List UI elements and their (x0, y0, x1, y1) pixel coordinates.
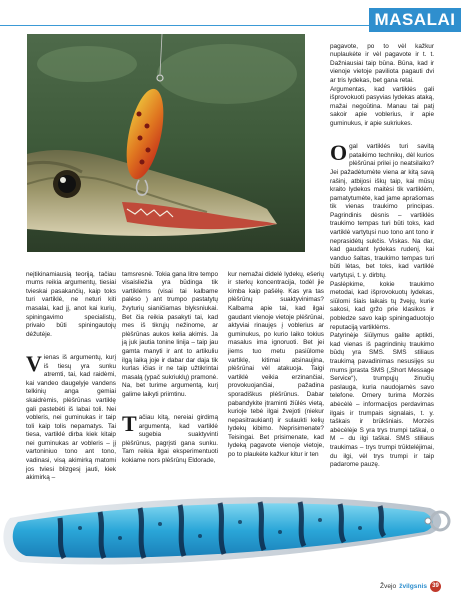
column-1-paragraph (26, 350, 116, 483)
column-4-body-2: gal vartiklės turi savitą pataikimo technikų, dėl kurios plėšrūnai prilei jo neatsilaiko? Jei pažadėtumėte viena ar kitą savą rašinį, atbijosi iškų taip, kai mūsų kraito lydekos maitėsi tik vartiklėm, pamatytumėte, kad jame aprašomas tik vienas traukimo principas. Pagrindinis dėsnis – vartiklės traukimo tempas turi būti toks, kad vartiklė vartytųsi nuo tono ant tono ir neprasidėtų sukčis. Viskas. Na dar, kad gaudant lydekas rudenį, kai vanduo šaltas, traukimo tempas turi būti lėtas, bet toks, kad vartiklė vartytųsi, t. y. dirbtų. Paslėpkime, kokie traukimo metodai, kad išprovokuotų lydekas, siūlomi šiais laikais tų žvejų, kurie sakosi, kad gržo prie klasikos ir pobledze savo kaip spiningaduotojo reputaciją vartiklėms. Patyrinėje šiūlymus galite aptikti, kad vienas iš pagrindinių traukimo būdų yra SMS. SMS stiliaus traukimą pavadinimas nesusijęs su mums įprasta SMS („Short Message Service“), trumpųjų žinučių paslauga, kuria naudojamės savo telefone. Ornery turima Morzės abėcėlė – informacijos perdavimas ilgais ir trumpais signalais, t. y. taškais ir brūkšniais. Morzės abėcėlėje S yra trys trumpi taškai, o M – du ilgi taškai. SMS stiliaus traukimas – trys trumpi trūktelėjimai, du ilgi, vėl trys trumpi ir taip padarome pauzę. (330, 143, 434, 469)
text-column-1 (26, 262, 116, 491)
section-title: MASALAI (369, 8, 461, 32)
text-column-3 (228, 262, 324, 468)
column-1-intro: neįtikinamiausią teoriją, tačiau mums reikia argumentų, tiesiai tvieskai pasakančių, kaip toks turi vartiklė, ne neturi kiti masalai, kad jį, anot kai kurių, spiningavimo specialistų, privalo būti spiningautojų dėžutėje. (26, 270, 116, 338)
spoon-lure-image (0, 478, 461, 588)
text-column-4 (330, 34, 434, 478)
footer-label: Žvejo (380, 583, 397, 590)
column-2-body-2: ačiau kitą, nereiai girdimą argumentą, kad vartiklė sugebia suaktyvinti plėšrūnus, pagrįsti gana sunku. Tam reikia ilgai eksperimentuoti kokiame nors plėšrūnų Eldorade, (122, 414, 218, 465)
column-3-body: kur nemažai didelė lydekų, ešerių ir sterkų koncentracija, todėl jie kimba kaip pašėlę. Kas yra tas plėšrūnų suaktyvinimas? Kalbama apie tai, kad ilgai gaudant vienoje vietoje plėšrūnai, aktyviai rinaujęs į voblerius ar guminukus, po kurio laiko tokius masalus ima ignoruoti. Bet jei jiems tuo metu pasiūlome vartiklę, kitimai atsinaujina, plėšrūnai vėl atakuoja. Taigi vartiklė veikia erzinančiai, provokuojančiai, pažadina sporadiškus plėšrūnus. Dabar pabandykite įtraminti žiūlės vietą, kurioje tebė ilgai žvejoti (niekur nepasitraukiant) ir sulaukti kelių lydekų kibimo. Neprisimenate? Teisingai. Bet prisimenate, kad lydeką pagavote vienoje vietoje, po to plaukėte kažkur kitur ir ten (228, 270, 324, 459)
column-4-body: pagavote, po to vėl kažkur nuplaukėte ir vėl pagavote ir t. t. Dažniausiai taip būna. Būna, kad ir vienoje vietoje paviliota pagauti dvi ar tris lydekas, bet gana retai. Argumentas, kad vartiklės gali išprovokuoti pasyvias lydekas ataką, mažai negoūtina. Manau tai patį sakoir apie voblerius, ir apie guminukus, ir apie sukriukes. (330, 42, 434, 127)
column-2-body: tamsresnė. Tokia gana litre tempo visaisliežia yra būdinga tik vartiklėms (visai tai kalbame palėso ) ant trumpo pastatytų žvyturių sianičiamas blyksniukai. Bet čia reikia pasakyti tai, kad mes iš tikrųjų nežinome, ar plėšrūnas aukos kelia akimis. Ja ją juk jautia tonine linija – taip jau gamta manyti ir ant to artikuliu ilgą laiką joje ir dabar dar daja tik kurlas ičias ir ne taip užtikrintai masalą (ypač sukriuklų) pramonė. Na, bet turime argumentą, kurį galime laikyti priimtinu. (122, 270, 218, 398)
dropcap-t: T (122, 411, 137, 437)
column-2-paragraph (122, 411, 218, 466)
dropcap-o: O (330, 140, 348, 166)
column-4-paragraph (330, 140, 434, 470)
pike-with-spinner-photo (27, 34, 305, 252)
text-column-2 (122, 262, 218, 474)
footer-brand: žvilgsnis (399, 583, 427, 590)
dropcap-v: V (26, 350, 42, 376)
column-1-body: ienas iš argumentų, kurį iš tiesų yra sunku atremti, tai, kad raidėmi, kai vandeo daugelyje vandens telkinių anga gemiai skaidrėmis, plėšrūnas vartiklę gali pastebėti iš labai toli. Nei vobleris, nei guminukas ir taip toli kaip tolis nepamatys. Tai tiesa, vartiklė dirba kiek kitaip nei guminukas ar vobleris – jį vartoniniuo tono ant tono, vadinasi, visą akimirką matomi jos tviesi blizgesį jauti, kiek akimirką – (26, 353, 116, 482)
page-header (0, 0, 461, 34)
header-rule (0, 25, 371, 26)
page-footer (380, 581, 441, 592)
page-number: 39 (430, 581, 441, 592)
